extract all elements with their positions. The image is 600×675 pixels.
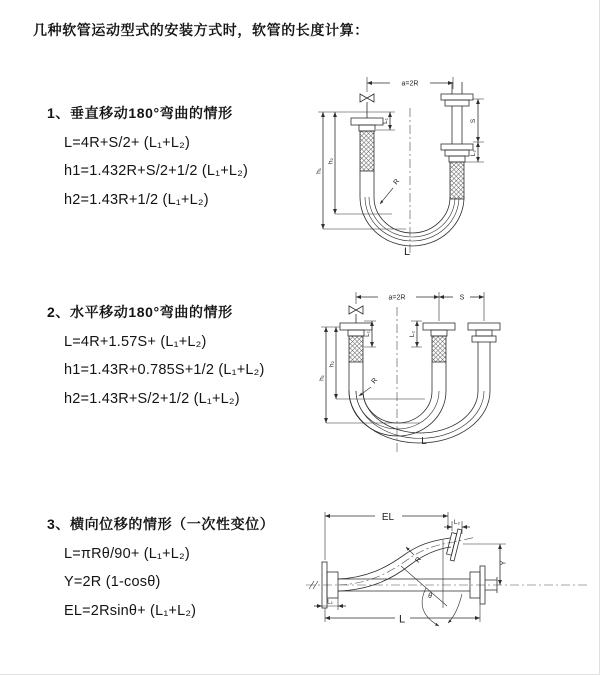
- right-braid-section: [450, 162, 464, 199]
- formula-h1: h1=1.43R+0.785S+1/2 (L₁+L₂): [64, 362, 265, 378]
- right-flange: [468, 323, 500, 330]
- radius-leader: [359, 387, 371, 396]
- dim-el-label: EL: [381, 512, 395, 523]
- dim-l1-label: L₁: [382, 118, 389, 124]
- radius-leader: [380, 188, 393, 204]
- hose-pos2-upper-wall: [338, 538, 450, 579]
- right-pipe: [478, 342, 490, 362]
- valve-icon: [360, 94, 374, 118]
- tilted-flange-hub: [447, 533, 457, 556]
- left-flange-neck: [359, 125, 375, 131]
- extension-lines: [356, 292, 484, 321]
- dim-l2-label: L₂: [453, 519, 461, 526]
- dim-h2-label: h₂: [327, 157, 335, 165]
- right-flange-top-nut: [445, 100, 469, 106]
- right-neck: [449, 156, 465, 162]
- right-flange-neck: [476, 330, 492, 336]
- length-label: L: [398, 613, 406, 626]
- radius-leader: [406, 547, 414, 555]
- right-pipe: [452, 106, 462, 144]
- left-flange: [340, 323, 372, 330]
- right-flange-nut: [472, 336, 496, 342]
- hose-inner-wall: [374, 197, 450, 233]
- formula-h2: h2=1.43R+S/2+1/2 (L₁+L₂): [64, 390, 240, 407]
- dim-s-label: S: [470, 118, 477, 124]
- radius-label: R: [414, 556, 424, 565]
- middle-braid-section: [432, 336, 446, 362]
- dim-h1-label: h₁: [315, 168, 323, 174]
- left-braid-section: [360, 131, 374, 171]
- valve-icon: [349, 306, 363, 323]
- dim-l2-label: L₂: [470, 149, 477, 157]
- diagram-horizontal-180-bend: [312, 283, 597, 463]
- formula-h1: h1=1.432R+S/2+1/2 (L₁+L₂): [64, 163, 249, 179]
- formula-h2: h2=1.43R+1/2 (L₁+L₂): [64, 191, 209, 208]
- dim-s-label: S: [459, 294, 465, 302]
- formula-y: Y=2R (1-cosθ): [64, 574, 161, 590]
- dim-h1-label: h₁: [318, 375, 326, 381]
- tilted-flange: [445, 528, 461, 561]
- diagram-lateral-displacement: [298, 500, 598, 655]
- formula-length: L=4R+1.57S+ (L₁+L₂): [64, 333, 207, 350]
- section-2-heading: 2、水平移动180°弯曲的情形: [47, 304, 233, 320]
- dim-l1-label: L₁: [327, 598, 333, 606]
- length-label: L: [421, 436, 427, 447]
- radius-label: R: [392, 177, 402, 187]
- dim-y-label: Y: [500, 560, 508, 566]
- hose-pos2-centerline: [338, 537, 476, 585]
- formula-length: L=πRθ/90+ (L₁+L₂): [64, 545, 190, 562]
- page-title: 几种软管运动型式的安装方式时，软管的长度计算：: [33, 22, 369, 38]
- angle-theta-label: θ: [428, 593, 432, 600]
- section-1-heading: 1、垂直移动180°弯曲的情形: [47, 105, 233, 121]
- right-flange-lower-nut: [445, 150, 469, 156]
- left-flange: [351, 118, 383, 125]
- right-pipe-stub: [452, 82, 462, 94]
- dim-h2-label: h₂: [328, 360, 336, 368]
- left-braid-section: [349, 336, 363, 362]
- dim-a2r-label: a=2R: [388, 294, 406, 302]
- hose-pos1-inner-wall: [363, 362, 432, 423]
- right-flange-lower: [441, 144, 473, 150]
- hose-pos2-lower-wall: [338, 547, 451, 591]
- formula-el: EL=2Rsinθ+ (L₁+L₂): [64, 602, 197, 619]
- section-3-heading: 3、横向位移的情形（一次性变位）: [47, 516, 275, 532]
- construction-inclined-line: [401, 566, 447, 606]
- section-lateral-displacement: [47, 515, 274, 619]
- section-vertical-movement: [47, 104, 248, 208]
- length-label: L: [403, 246, 411, 258]
- left-flange-neck: [348, 330, 364, 336]
- middle-flange-neck: [431, 330, 447, 336]
- radius-label: R: [370, 376, 380, 386]
- middle-flange: [423, 323, 455, 330]
- hose-outer-wall: [360, 197, 464, 246]
- dim-l2-label: L₂: [409, 330, 416, 338]
- dim-a2r-label: a=2R: [401, 80, 419, 88]
- hose-line: [365, 197, 459, 241]
- hose-left-leg: [360, 171, 374, 197]
- formula-length: L=4R+S/2+ (L₁+L₂): [64, 134, 190, 151]
- diagram-vertical-180-bend: [310, 66, 590, 266]
- dim-l1-label: L₁: [364, 331, 371, 337]
- section-horizontal-movement: [47, 303, 265, 407]
- angle-arc: [448, 594, 462, 623]
- right-flange-top: [441, 94, 473, 100]
